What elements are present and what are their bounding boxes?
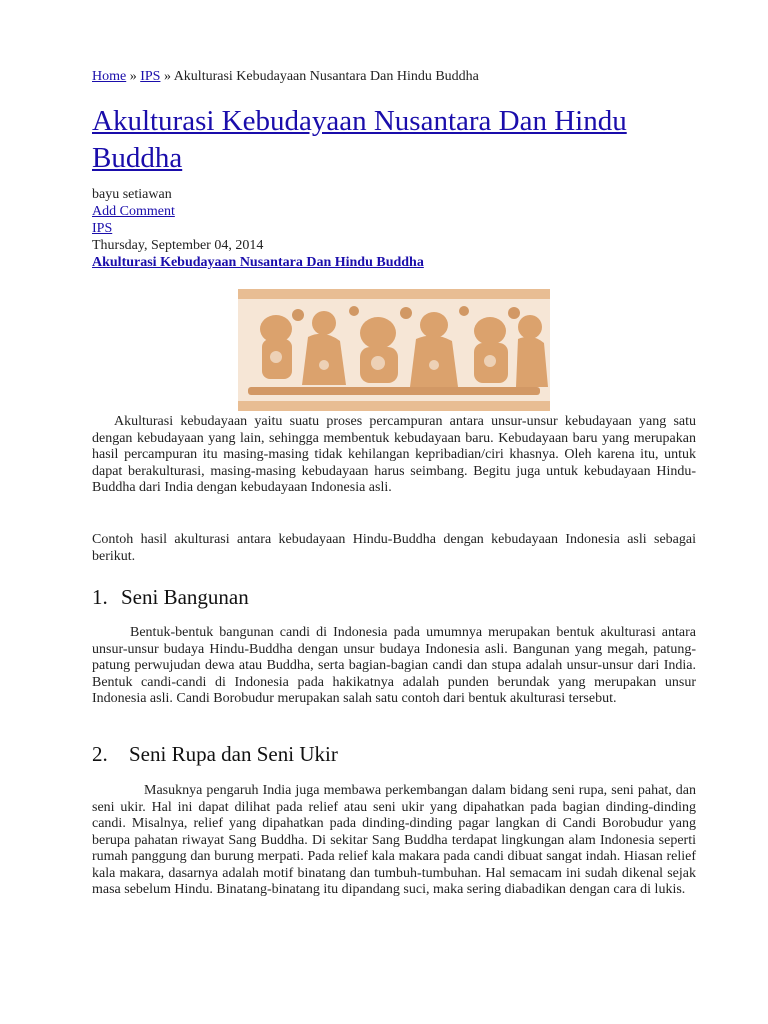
temple-relief-image <box>238 289 550 411</box>
post-label-link[interactable]: IPS <box>92 221 113 236</box>
article-paragraph: Contoh hasil akulturasi antara kebudayaan Hindu-Buddha dengan kebudayaan Indonesia asli sebagai berikut. <box>92 532 696 564</box>
section-heading-seni-rupa <box>92 741 338 767</box>
article-paragraph: Masuknya pengaruh India juga membawa perkembangan dalam bidang seni rupa, seni pahat, dan seni ukir. Hal ini dapat dilihat pada relief atau seni ukir yang dipahatkan pada bagian dinding-dinding candi. Misalnya, relief yang dipahatkan pada dinding-dinding pagar langkan di Candi Borobudur yang berupa pahatan riwayat Sang Buddha. Di sekitar Sang Buddha terdapat lingkungan alam Indonesia seperti rumah panggung dan burung merpati. Pada relief kala makara pada candi dibuat sangat indah. Hiasan relief kala makara, dasarnya adalah motif binatang dan tumbuh-tumbuhan. Hal semacam ini sudah dikenal sejak masa sebelum Hindu. Binatang-binatang itu dipandang suci, maka sering diabadikan dengan cara di lukis. <box>92 783 696 897</box>
post-date: Thursday, September 04, 2014 <box>92 238 264 253</box>
section-title: Seni Rupa dan Seni Ukir <box>129 742 338 766</box>
post-title[interactable] <box>92 103 652 177</box>
add-comment-link[interactable]: Add Comment <box>92 204 175 219</box>
section-number: 2. <box>92 742 108 766</box>
breadcrumb-home-link[interactable]: Home <box>92 69 127 84</box>
breadcrumb-separator: » <box>163 69 171 84</box>
section-heading-seni-bangunan <box>92 584 249 610</box>
section-title: Seni Bangunan <box>121 585 249 609</box>
post-sub-title-link[interactable]: Akulturasi Kebudayaan Nusantara Dan Hindu Buddha <box>92 255 424 270</box>
post-author: bayu setiawan <box>92 187 172 202</box>
breadcrumb-current: Akulturasi Kebudayaan Nusantara Dan Hindu Buddha <box>173 69 479 84</box>
article-paragraph: Akulturasi kebudayaan yaitu suatu proses percampuran antara unsur-unsur kebudayaan yang satu dengan kebudayaan yang lain, sehingga membentuk kebudayaan baru. Kebudayaan baru yang merupakan hasil percampuran itu masing-masing tidak kehilangan kepribadian/ciri khasnya. Oleh karena itu, untuk dapat berakulturasi, masing-masing kebudayaan harus seimbang. Begitu juga untuk kebudayaan Hindu-Buddha dari India dengan kebudayaan Indonesia asli. <box>92 414 696 495</box>
post-meta <box>92 186 424 271</box>
breadcrumb <box>92 68 479 86</box>
breadcrumb-category-link[interactable]: IPS <box>140 69 161 84</box>
post-title-link[interactable]: Akulturasi Kebudayaan Nusantara Dan Hindu Buddha <box>92 105 627 174</box>
article-paragraph: Bentuk-bentuk bangunan candi di Indonesia pada umumnya merupakan bentuk akulturasi antara unsur-unsur budaya Hindu-Buddha dengan unsur budaya Indonesia asli. Bangunan yang megah, patung-patung perwujudan dewa atau Buddha, serta bagian-bagian candi dan stupa adalah unsur-unsur dari India. Bentuk candi-candi di Indonesia pada hakikatnya adalah punden berundak yang merupakan unsur Indonesia asli. Candi Borobudur merupakan salah satu contoh dari bentuk akulturasi tersebut. <box>92 625 696 706</box>
breadcrumb-separator: » <box>129 69 137 84</box>
section-number: 1. <box>92 585 108 609</box>
